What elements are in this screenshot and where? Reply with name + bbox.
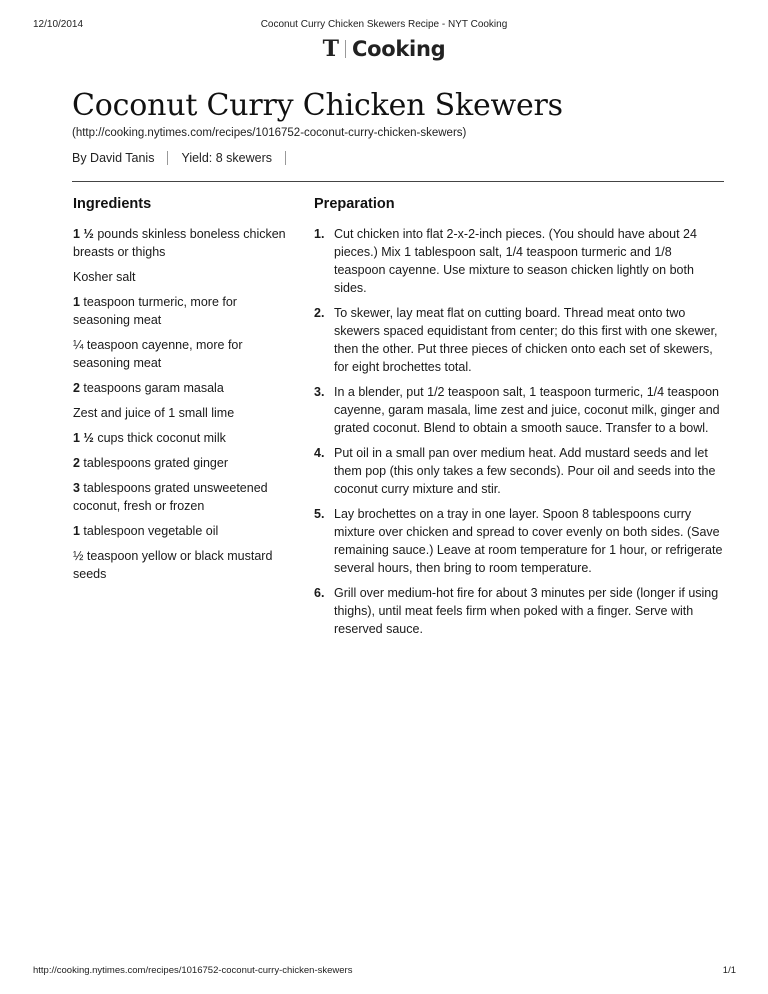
ingredient-item: [73, 429, 293, 447]
ingredient-item: [73, 404, 293, 422]
print-header: [0, 19, 768, 33]
ingredient-text: cups thick coconut milk: [93, 431, 226, 445]
ingredients-heading: Ingredients: [73, 196, 152, 212]
preparation-section: [314, 196, 726, 645]
logo-wordmark: Cooking: [352, 37, 446, 61]
print-footer: [0, 965, 768, 979]
step-number: 1.: [314, 227, 325, 241]
ingredients-section: [73, 196, 293, 590]
step-text: In a blender, put 1/2 teaspoon salt, 1 teaspoon turmeric, 1/4 teaspoon cayenne, garam masala, lime zest and juice, coconut milk, ginger and grated coconut. Blend to obtain a smooth sauce. Transfer to a bowl.: [334, 385, 720, 435]
recipe-byline: By David Tanis: [72, 151, 155, 165]
recipe-meta: [72, 151, 299, 165]
ingredient-text: teaspoon turmeric, more for seasoning meat: [73, 295, 237, 327]
meta-separator: [285, 151, 286, 165]
step-number: 3.: [314, 385, 325, 399]
ingredient-quantity: 1: [73, 295, 80, 309]
ingredient-item: [73, 547, 293, 583]
ingredient-item: [73, 522, 293, 540]
step-number: 4.: [314, 446, 325, 460]
ingredient-text: tablespoons grated ginger: [79, 456, 228, 470]
ingredient-item: [73, 268, 293, 286]
ingredient-item: [73, 479, 293, 515]
preparation-step: [314, 584, 726, 638]
ingredient-text: Kosher salt: [73, 270, 136, 284]
meta-separator: [167, 151, 168, 165]
recipe-yield: Yield: 8 skewers: [181, 151, 272, 165]
ingredient-text: ½ teaspoon yellow or black mustard seeds: [73, 549, 273, 581]
ingredient-text: pounds skinless boneless chicken breasts or thighs: [73, 227, 286, 259]
preparation-step: [314, 444, 726, 498]
nyt-t-logo-icon: T: [322, 36, 340, 62]
ingredient-text: tablespoon vegetable oil: [79, 524, 219, 538]
preparation-step: [314, 304, 726, 376]
ingredients-list: [73, 225, 293, 583]
recipe-title: Coconut Curry Chicken Skewers: [72, 88, 563, 123]
ingredient-quantity: 2: [73, 381, 80, 395]
ingredient-item: [73, 293, 293, 329]
footer-url: http://cooking.nytimes.com/recipes/1016752-coconut-curry-chicken-skewers: [33, 965, 353, 976]
ingredient-item: [73, 379, 293, 397]
step-number: 5.: [314, 507, 325, 521]
ingredient-item: [73, 454, 293, 472]
ingredient-text: Zest and juice of 1 small lime: [73, 406, 235, 420]
ingredient-text: ¼ teaspoon cayenne, more for seasoning meat: [73, 338, 243, 370]
preparation-steps: [314, 225, 726, 638]
step-text: Cut chicken into flat 2-x-2-inch pieces. (You should have about 24 pieces.) Mix 1 tablespoon salt, 1/4 teaspoon turmeric and 1/8 teaspoon cayenne. Use mixture to season chicken lightly on both sides.: [334, 227, 697, 295]
step-number: 6.: [314, 586, 325, 600]
section-divider: [72, 181, 724, 182]
preparation-step: [314, 383, 726, 437]
ingredient-item: [73, 336, 293, 372]
nyt-cooking-logo[interactable]: [0, 37, 768, 67]
ingredient-quantity: 1: [73, 524, 80, 538]
step-text: Grill over medium-hot fire for about 3 minutes per side (longer if using thighs), until meat feels firm when poked with a finger. Serve with reserved sauce.: [334, 586, 719, 636]
ingredient-quantity: 1 ½: [73, 227, 94, 241]
preparation-heading: Preparation: [314, 196, 395, 212]
print-date: 12/10/2014: [33, 19, 84, 30]
recipe-url[interactable]: (http://cooking.nytimes.com/recipes/1016752-coconut-curry-chicken-skewers): [72, 127, 467, 139]
step-text: Lay brochettes on a tray in one layer. Spoon 8 tablespoons curry mixture over chicken and spread to cover evenly on both sides. (Save remaining sauce.) Leave at room temperature for 1 hour, or refrigerate several hours, then bring to room temperature.: [334, 507, 723, 575]
footer-page-number: 1/1: [722, 965, 736, 976]
ingredient-quantity: 2: [73, 456, 80, 470]
logo-divider: [345, 40, 346, 58]
ingredient-quantity: 1 ½: [73, 431, 94, 445]
preparation-step: [314, 505, 726, 577]
preparation-step: [314, 225, 726, 297]
print-page-title: Coconut Curry Chicken Skewers Recipe - NYT Cooking: [260, 19, 508, 30]
ingredient-text: teaspoons garam masala: [79, 381, 224, 395]
ingredient-item: [73, 225, 293, 261]
ingredient-quantity: 3: [73, 481, 80, 495]
step-number: 2.: [314, 306, 325, 320]
step-text: Put oil in a small pan over medium heat. Add mustard seeds and let them pop (this only takes a few seconds). Pour oil and seeds into the coconut curry mixture and stir.: [334, 446, 716, 496]
ingredient-text: tablespoons grated unsweetened coconut, fresh or frozen: [73, 481, 268, 513]
step-text: To skewer, lay meat flat on cutting board. Thread meat onto two skewers spaced equidistant from center; do this first with one skewer, then the other. Put three pieces of chicken onto each set of skewers, for eight brochettes total.: [334, 306, 718, 374]
